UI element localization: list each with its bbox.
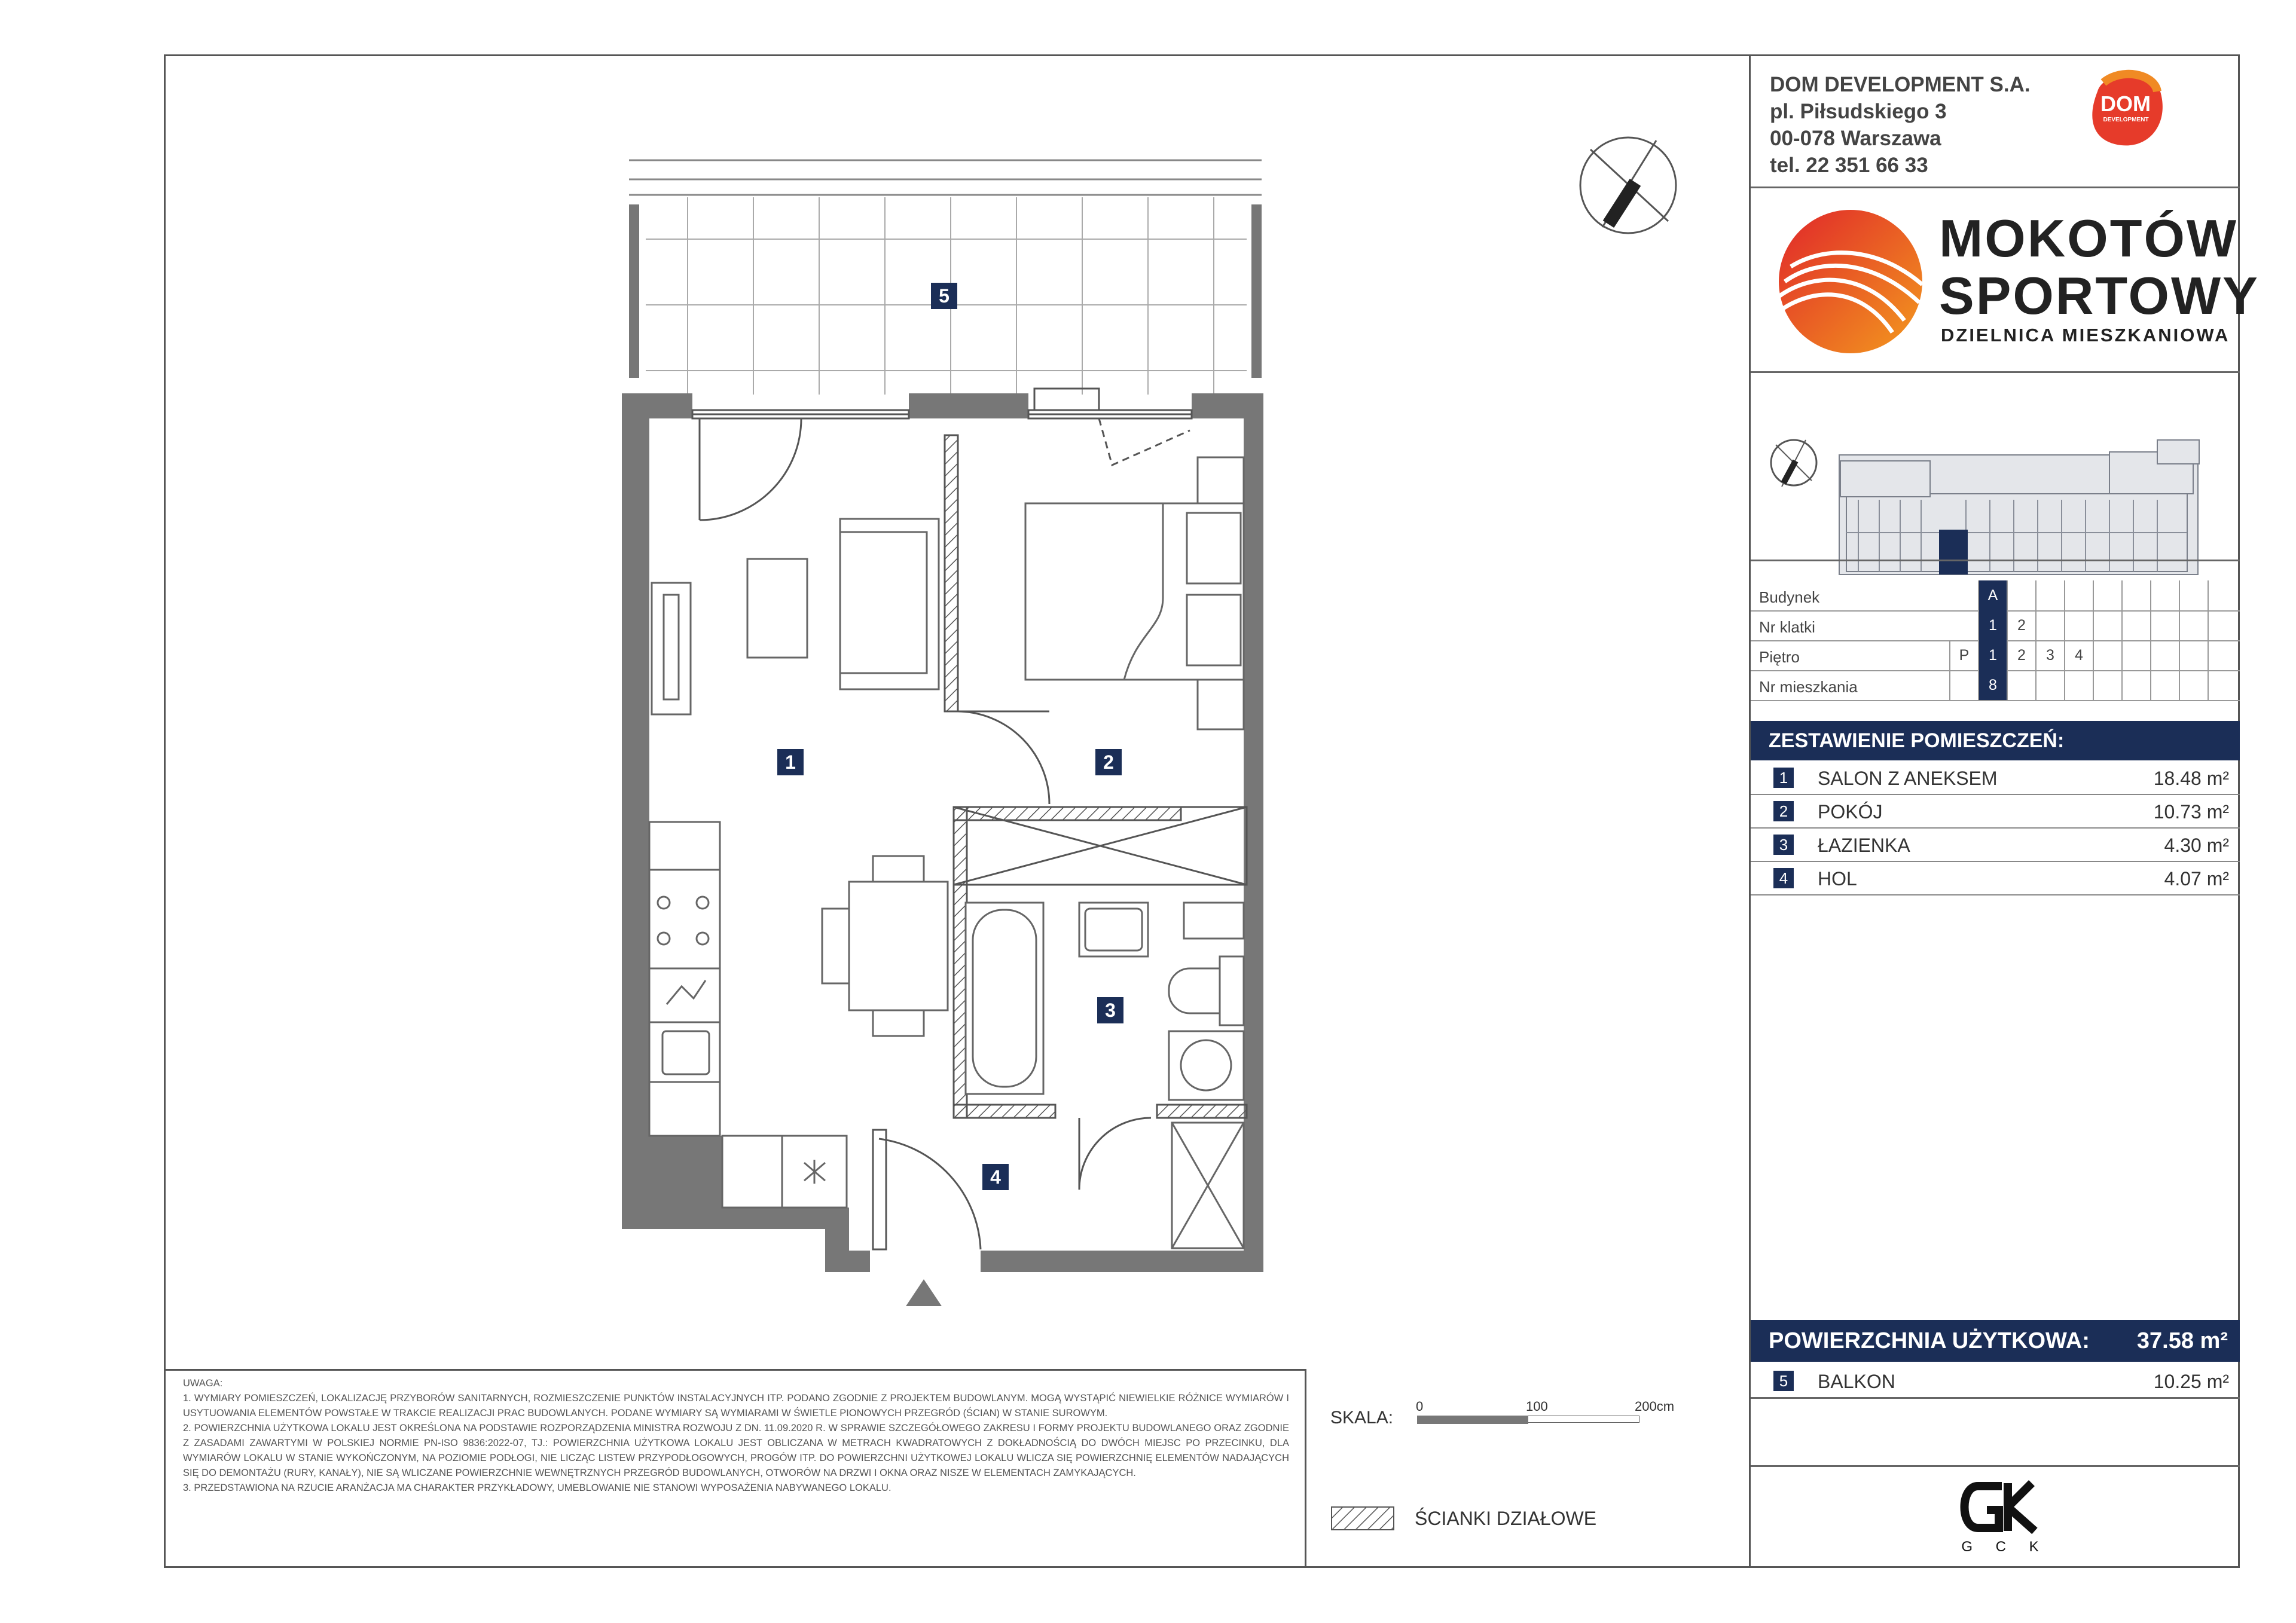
param-value: A <box>1978 580 2007 610</box>
param-label: Nr klatki <box>1759 618 1815 636</box>
room-area: 18.48 m² <box>2153 768 2229 789</box>
gck-logo-letters: G C K <box>1961 1539 2048 1555</box>
room-name: SALON Z ANEKSEM <box>1818 768 1998 789</box>
scale-label: SKALA: <box>1330 1408 1394 1428</box>
rooms-header: ZESTAWIENIE POMIESZCZEŃ: <box>1751 721 2240 760</box>
param-value: 1 <box>1978 610 2007 640</box>
partition-wall-legend-icon <box>1331 1506 1394 1530</box>
note-item: 2. POWIERZCHNIA UŻYTKOWA LOKALU JEST OKREŚLONA NA PODSTAWIE ROZPORZĄDZENIA MINISTRA ROZWOJU Z DN. 11.09.2020 R. W SPRAWIE SZCZEGÓŁOWEGO ZAKRESU I FORMY PROJEKTU BUDOWLANEGO ORAZ ZGODNIE Z ZASADAMI ZAWARTYMI W POLSKIEJ NORMIE PN-ISO 9836:2022-07, TJ.: POWIERZCHNIA UŻYTKOWA LOKALU JEST OBLICZANA W METRACH KWADRATOWYCH Z DOKŁADNOŚCIĄ DO DWÓCH MIEJSC PO PRZECINKU, DLA WYMIARÓW LOKALU W STANIE WYKOŃCZONYM, NA POZIOMIE PODŁOGI, NIE LICZĄC LISTEW PRZYPODŁOGOWYCH, PROGÓW ITP. DO POWIERZCHNI UŻYTKOWEJ LOKALU WLICZA SIĘ POWIERZCHNIĘ ELEMENTÓW NADAJĄCYCH SIĘ DO DEMONTAŻU (RURY, KANAŁY), NIE SĄ WLICZANE POWIERZCHNIE WEWNĘTRZNYCH PRZEGRÓD BUDOWLANYCH, OTWORÓW NA DRZWI I OKNA ORAZ NISZE W ELEMENTACH ZAMYKAJĄCYCH. <box>183 1423 1289 1478</box>
usable-area-label: POWIERZCHNIA UŻYTKOWA: <box>1769 1328 2090 1353</box>
scale-bar-empty <box>1528 1416 1639 1423</box>
room-row <box>1751 861 2240 895</box>
scale-tick: 0 <box>1416 1399 1424 1414</box>
note-item: 3. PRZEDSTAWIONA NA RZUCIE ARANŻACJA MA CHARAKTER PRZYKŁADOWY, UMEBLOWANIE NIE STANOWI WYPOSAŻENIA NABYWANEGO LOKALU. <box>183 1483 891 1493</box>
info-sidebar <box>1749 54 2260 1568</box>
usable-area-value: 37.58 m² <box>2136 1328 2228 1353</box>
scale-divider <box>1305 1369 1306 1568</box>
gck-logo-mark-icon <box>1954 1474 2056 1534</box>
room-name: HOL <box>1818 868 1857 890</box>
room-row <box>1751 827 2240 862</box>
apartment-location-marker <box>1939 530 1968 574</box>
room-area: 4.07 m² <box>2164 868 2229 890</box>
company-city: 00-078 Warszawa <box>1770 127 1941 150</box>
param-value: 4 <box>2064 640 2093 670</box>
param-row-stairwell <box>1751 610 2240 641</box>
param-value: 8 <box>1978 670 2007 700</box>
balcony-name: BALKON <box>1818 1371 1895 1392</box>
param-label: Piętro <box>1759 648 1800 666</box>
room-area: 10.73 m² <box>2153 801 2229 823</box>
room-area: 4.30 m² <box>2164 835 2229 856</box>
param-value: 3 <box>2035 640 2064 670</box>
mini-compass-icon <box>1771 440 1816 487</box>
room-number: 3 <box>1773 835 1794 855</box>
room-row <box>1751 760 2240 795</box>
scale-tick: 100 <box>1526 1399 1548 1414</box>
company-phone: tel. 22 351 66 33 <box>1770 154 1928 177</box>
plan-label-1: 1 <box>777 749 804 775</box>
balcony-number: 5 <box>1773 1371 1794 1391</box>
notes-divider <box>164 1369 1305 1371</box>
project-name-line2: SPORTOWY <box>1939 266 2260 325</box>
room-number: 4 <box>1773 868 1794 888</box>
notes-block <box>183 1376 1289 1496</box>
dom-development-logo <box>2086 68 2163 151</box>
room-name: ŁAZIENKA <box>1818 835 1910 856</box>
note-item: 1. WYMIARY POMIESZCZEŃ, LOKALIZACJĘ PRZYBORÓW SANITARNYCH, ROZMIESZCZENIE PUNKTÓW INSTALACYJNYCH ITP. PODANO ZGODNIE Z PROJEKTEM BUDOWLANYM. MOGĄ WYSTĄPIĆ NIEWIELKIE RÓŻNICE WYMIARÓW I USYTUOWANIA ELEMENTÓW POWSTAŁE W TRAKCIE REALIZACJI PRAC BUDOWLANYCH. PODANE WYMIARY SĄ WYMIARAMI W ŚWIETLE PIONOWYCH PRZEGRÓD (ŚCIAN) W STANIE SUROWYM. <box>183 1393 1289 1419</box>
room-row <box>1751 794 2240 829</box>
param-value: 2 <box>2007 610 2035 640</box>
entrance-arrow <box>906 1279 942 1306</box>
param-value: P <box>1949 640 1978 670</box>
company-name: DOM DEVELOPMENT S.A. <box>1770 73 2031 96</box>
room-name: POKÓJ <box>1818 801 1883 823</box>
room-number: 2 <box>1773 801 1794 821</box>
project-name <box>1939 210 2260 325</box>
gck-logo <box>1954 1474 2056 1558</box>
param-label: Nr mieszkania <box>1759 678 1858 696</box>
param-label: Budynek <box>1759 588 1820 606</box>
param-value: 2 <box>2007 640 2035 670</box>
balcony <box>629 160 1262 395</box>
plan-label-2: 2 <box>1095 749 1122 775</box>
scale-tick: 200cm <box>1635 1399 1675 1414</box>
usable-area-bar <box>1751 1320 2240 1362</box>
param-row-building <box>1751 580 2240 612</box>
company-address <box>1770 71 2031 179</box>
plan-label-3: 3 <box>1097 997 1123 1023</box>
compass-icon <box>1580 137 1676 233</box>
param-value <box>1949 670 1978 700</box>
dom-logo-word: DOM <box>2100 91 2151 116</box>
room-number: 1 <box>1773 768 1794 788</box>
param-value: 1 <box>1978 640 2007 670</box>
plan-label-4: 4 <box>982 1164 1009 1190</box>
location-key-plan <box>1751 380 2242 607</box>
company-street: pl. Piłsudskiego 3 <box>1770 100 1947 123</box>
balcony-area: 10.25 m² <box>2153 1371 2229 1392</box>
param-row-apartment-number <box>1751 670 2240 701</box>
scale-bar-filled <box>1417 1416 1528 1424</box>
balcony-row <box>1751 1364 2240 1399</box>
dom-logo-sub: DEVELOPMENT <box>2103 117 2149 123</box>
mokotow-sportowy-logo-icon <box>1776 207 1925 356</box>
notes-title: UWAGA: <box>183 1378 223 1389</box>
project-name-line1: MOKOTÓW <box>1939 209 2239 268</box>
plan-label-5: 5 <box>931 283 957 309</box>
legend-label: ŚCIANKI DZIAŁOWE <box>1415 1508 1597 1529</box>
param-row-floor <box>1751 640 2240 671</box>
project-tagline: DZIELNICA MIESZKANIOWA <box>1941 325 2230 346</box>
